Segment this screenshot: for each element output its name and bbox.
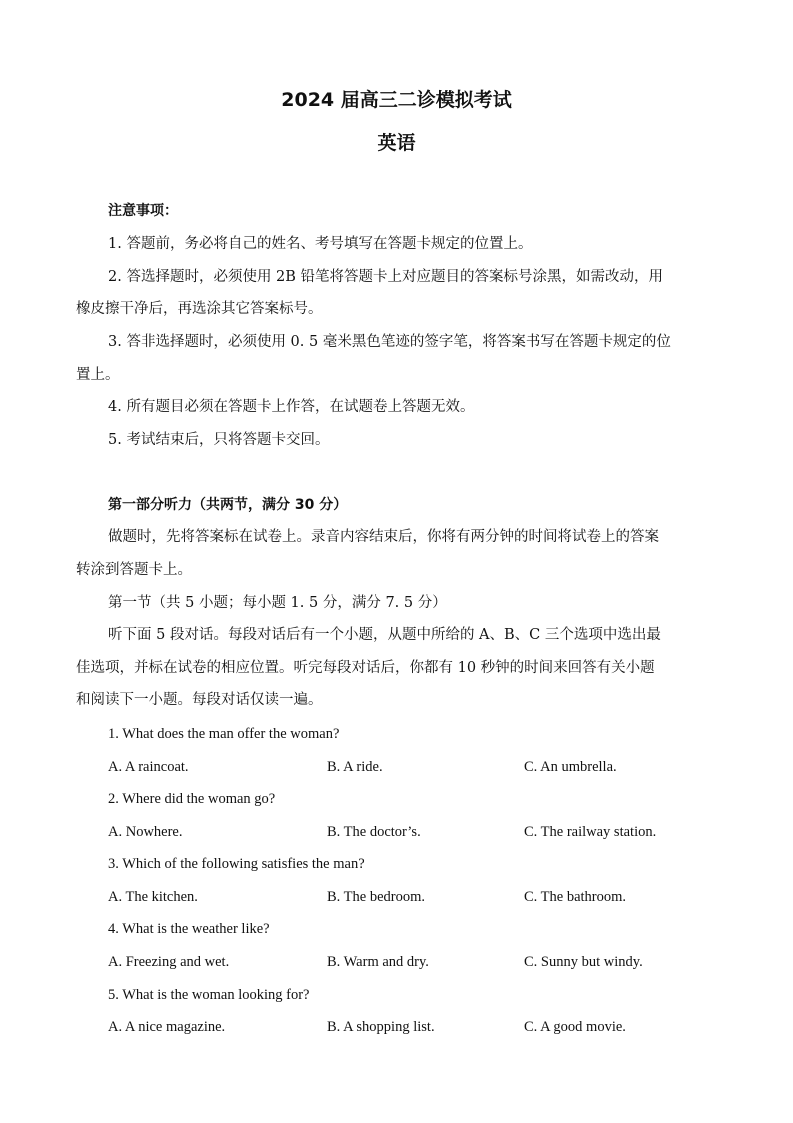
section1-instructions: 听下面 5 段对话。每段对话后有一个小题，从题中所给的 A、B、C 三个选项中选出最 [108, 627, 661, 643]
option-b: B. The doctor’s. [327, 824, 421, 840]
option-a: A. Freezing and wet. [108, 954, 230, 970]
question-stem: 5. What is the woman looking for? [108, 987, 310, 1003]
exam-subject: 英语 [377, 132, 416, 154]
option-a: A. A nice magazine. [108, 1019, 226, 1035]
section1-instructions: 佳选项，并标在试卷的相应位置。听完每段对话后，你都有 10 秒钟的时间来回答有关小题 [76, 660, 655, 676]
notice-item: 1. 答题前，务必将自己的姓名、考号填写在答题卡规定的位置上。 [108, 236, 533, 252]
option-c: C. The bathroom. [524, 889, 627, 905]
part1-intro: 做题时，先将答案标在试卷上。录音内容结束后，你将有两分钟的时间将试卷上的答案 [108, 529, 659, 545]
notice-heading: 注意事项： [108, 203, 178, 219]
part1-heading: 第一部分听力（共两节，满分 30 分） [108, 497, 348, 513]
exam-title: 2024 届高三二诊模拟考试 [281, 89, 512, 111]
option-c: C. The railway station. [524, 824, 657, 840]
notice-item: 4. 所有题目必须在答题卡上作答，在试题卷上答题无效。 [108, 399, 475, 415]
section1-instructions: 和阅读下一小题。每段对话仅读一遍。 [76, 692, 323, 708]
notice-item: 3. 答非选择题时，必须使用 0. 5 毫米黑色笔迹的签字笔，将答案书写在答题卡规定的位 [108, 334, 671, 350]
notice-item: 2. 答选择题时，必须使用 2B 铅笔将答题卡上对应题目的答案标号涂黑，如需改动，用 [108, 269, 664, 285]
option-b: B. The bedroom. [327, 889, 425, 905]
option-b: B. Warm and dry. [327, 954, 429, 970]
question-stem: 1. What does the man offer the woman? [108, 726, 340, 742]
question-stem: 3. Which of the following satisfies the man? [108, 856, 365, 872]
notice-item: 置上。 [76, 367, 120, 383]
option-a: A. Nowhere. [108, 824, 183, 840]
option-c: C. An umbrella. [524, 759, 617, 775]
question-stem: 4. What is the weather like? [108, 921, 270, 937]
option-b: B. A shopping list. [327, 1019, 435, 1035]
question-stem: 2. Where did the woman go? [108, 791, 276, 807]
option-a: A. A raincoat. [108, 759, 189, 775]
notice-item: 5. 考试结束后，只将答题卡交回。 [108, 432, 330, 448]
option-a: A. The kitchen. [108, 889, 198, 905]
section1-heading: 第一节（共 5 小题；每小题 1. 5 分，满分 7. 5 分） [108, 595, 447, 611]
part1-intro: 转涂到答题卡上。 [76, 562, 192, 578]
option-c: C. A good movie. [524, 1019, 626, 1035]
notice-item: 橡皮擦干净后，再选涂其它答案标号。 [76, 301, 323, 317]
option-b: B. A ride. [327, 759, 383, 775]
option-c: C. Sunny but windy. [524, 954, 643, 970]
